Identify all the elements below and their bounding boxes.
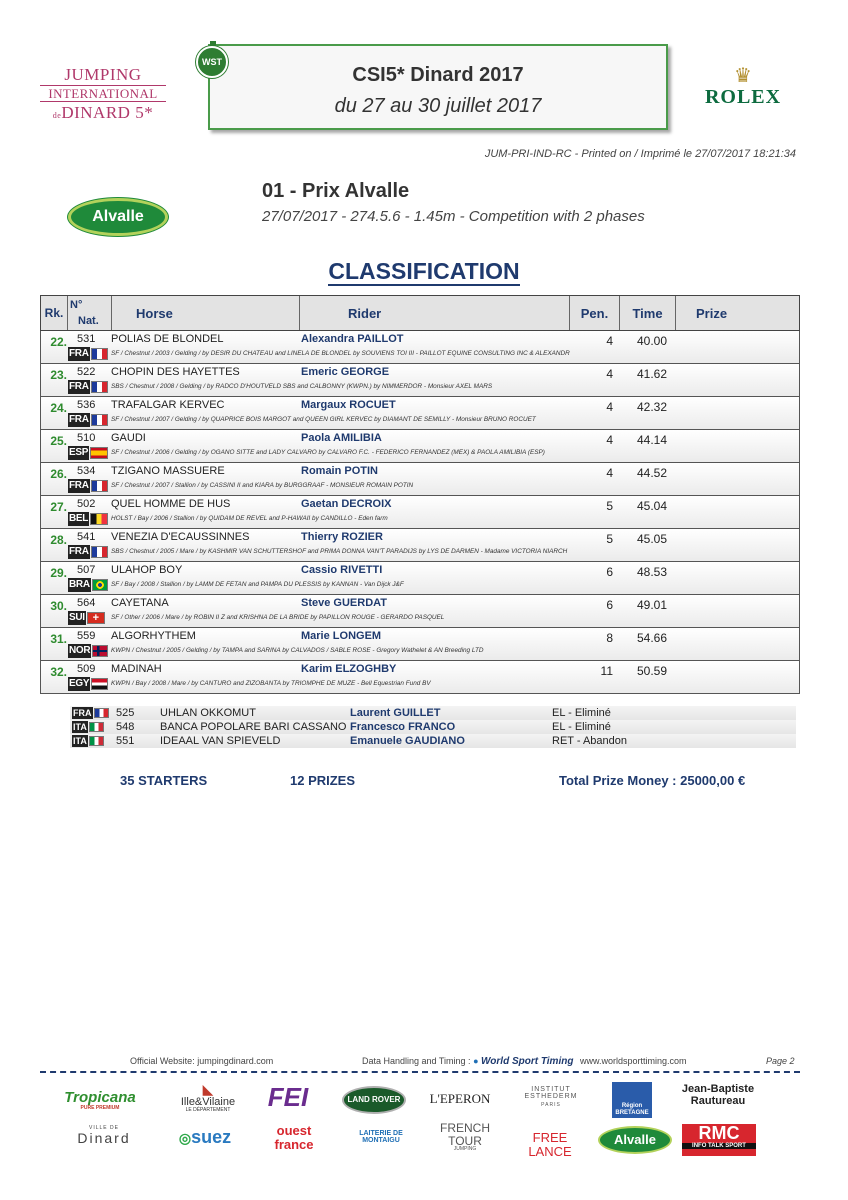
sponsor-fei	[254, 1084, 322, 1111]
logo-line-3	[40, 104, 166, 121]
rider-name: Cassio RIVETTI	[301, 564, 383, 576]
rmc-name: RMC	[698, 1123, 740, 1143]
horse-name: MADINAH	[111, 663, 162, 675]
suez-name: suez	[191, 1127, 232, 1147]
esthederm-sub: PARIS	[541, 1101, 561, 1108]
eliminated-row	[70, 734, 796, 748]
logo-line-3-prefix: de	[52, 111, 62, 120]
horse-details: SF / Chestnut / 2003 / Gelding / by DESIR DU CHATEAU and LINELA DE BLONDEL by SOUVIENS TOI III - PAILLOT EQUINE CONSULTING INC & ALEXANDR	[111, 350, 570, 357]
nation-code: FRA	[69, 414, 89, 425]
penalties: 6	[606, 565, 613, 579]
table-row	[40, 496, 800, 529]
event-dates: du 27 au 30 juillet 2017	[334, 95, 542, 117]
event-title-box	[208, 44, 668, 130]
start-number: 522	[77, 366, 96, 378]
rank: 28.	[50, 533, 67, 547]
timing-url: www.worldsporttiming.com	[579, 1056, 687, 1066]
rider-name: Steve GUERDAT	[301, 597, 387, 609]
table-row	[40, 562, 800, 595]
rank: 23.	[50, 368, 67, 382]
rmc-sub: INFO TALK SPORT	[682, 1143, 756, 1149]
table-row	[40, 463, 800, 496]
horse-name: ULAHOP BOY	[111, 564, 183, 576]
time: 50.59	[637, 664, 668, 678]
results-table-body	[40, 331, 800, 694]
horse-details: SF / Chestnut / 2006 / Gelding / by OGANO SITTE and LADY CALVARO by CALVARO F.C. - FEDERICO FERNANDEZ (MEX) & PAOLA AMILIBIA (ESP)	[111, 449, 545, 456]
rider-name: Gaetan DECROIX	[301, 498, 392, 510]
fei-name: FEI	[267, 1082, 309, 1112]
ille-vilaine-icon: ◣	[202, 1081, 214, 1097]
timing-label: Data Handling and Timing :	[362, 1056, 471, 1066]
alvalle-logo-text: Alvalle	[92, 208, 144, 225]
horse-name: GAUDI	[111, 432, 146, 444]
penalties: 4	[606, 466, 613, 480]
horse-details: SF / Other / 2006 / Mare / by ROBIN II Z and KRISHNA DE LA BRIDE by PAPILLON ROUGE - GERARDO PASQUEL	[111, 614, 445, 621]
sponsor-region-bretagne	[612, 1082, 652, 1118]
nation	[68, 380, 108, 394]
logo-line-3-suffix: 5*	[135, 103, 154, 122]
wst-badge-label: WST	[202, 57, 222, 67]
horse-name: CHOPIN DES HAYETTES	[111, 366, 240, 378]
italy-flag-icon	[89, 736, 104, 746]
spain-flag-icon	[90, 447, 108, 459]
rank: 24.	[50, 401, 67, 415]
logo-line-2	[40, 85, 166, 102]
esthederm-name: INSTITUT ESTHEDERM	[524, 1086, 578, 1101]
sponsor-tropicana	[62, 1090, 138, 1111]
nation	[72, 707, 109, 719]
header-rider: Rider	[299, 296, 569, 330]
sponsor-suez	[168, 1128, 242, 1147]
rank: 32.	[50, 665, 67, 679]
leperon-name: L'EPERON	[429, 1091, 491, 1106]
bretagne-name: Région BRETAGNE	[615, 1103, 649, 1116]
table-row	[40, 529, 800, 562]
nation	[72, 721, 104, 733]
page-number: Page 2	[766, 1056, 795, 1066]
horse-details: SF / Chestnut / 2007 / Gelding / by QUAPRICE BOIS MARGOT and QUEEN GIRL KERVEC by DIAMANT DE SEMILLY - Monsieur BRUNO ROCUET	[111, 416, 536, 423]
table-row	[40, 661, 800, 694]
nation-code: EGY	[69, 678, 90, 689]
nation-code: FRA	[69, 546, 89, 557]
timing-credit	[362, 1056, 686, 1067]
sponsor-rautureau	[680, 1084, 756, 1107]
start-number: 502	[77, 498, 96, 510]
nation-code: ESP	[69, 447, 89, 458]
crown-icon: ♛	[734, 65, 752, 87]
sponsor-rmc	[682, 1124, 756, 1156]
nation-code: FRA	[69, 381, 89, 392]
nation-code: ITA	[73, 736, 87, 746]
belgium-flag-icon	[90, 513, 108, 525]
rider-name: Margaux ROCUET	[301, 399, 396, 411]
ouest-france-name: ouest france	[274, 1123, 314, 1152]
print-stamp: JUM-PRI-IND-RC - Printed on / Imprimé le 27/07/2017 18:21:34	[484, 148, 796, 160]
table-row	[40, 397, 800, 430]
horse-name: TRAFALGAR KERVEC	[111, 399, 225, 411]
nation	[68, 413, 108, 427]
horse-name: BANCA POPOLARE BARI CASSANO	[160, 721, 347, 733]
penalties: 8	[606, 631, 613, 645]
footer-divider	[40, 1071, 800, 1073]
start-number: 510	[77, 432, 96, 444]
table-row	[40, 595, 800, 628]
free-lance-name: FREE LANCE	[528, 1130, 572, 1159]
horse-name: VENEZIA D'ECAUSSINNES	[111, 531, 250, 543]
penalties: 4	[606, 433, 613, 447]
nation-code: FRA	[73, 708, 92, 718]
nation	[68, 545, 108, 559]
start-number: 551	[116, 735, 135, 747]
start-number: 541	[77, 531, 96, 543]
header-number: N°	[70, 298, 83, 311]
start-number: 509	[77, 663, 96, 675]
status: RET - Abandon	[552, 735, 628, 747]
jumping-dinard-logo	[40, 66, 166, 121]
header-time: Time	[619, 296, 675, 330]
rider-name: Marie LONGEM	[301, 630, 382, 642]
rider-name: Laurent GUILLET	[350, 707, 441, 719]
logo-line-1: JUMPING	[64, 65, 142, 84]
logo-line-2-text: INTERNATIONAL	[48, 86, 158, 101]
start-number: 525	[116, 707, 135, 719]
rider-name: Romain POTIN	[301, 465, 379, 477]
penalties: 5	[606, 499, 613, 513]
start-number: 548	[116, 721, 135, 733]
competition-title: 01 - Prix Alvalle	[262, 180, 410, 202]
competition-subtitle: 27/07/2017 - 274.5.6 - 1.45m - Competition with 2 phases	[262, 208, 645, 225]
table-row	[40, 628, 800, 661]
horse-name: IDEAAL VAN SPIEVELD	[160, 735, 281, 747]
starters-count: 35 STARTERS	[120, 773, 208, 788]
wst-globe-icon: ●	[473, 1056, 479, 1066]
header-prize: Prize	[675, 296, 799, 330]
start-number: 559	[77, 630, 96, 642]
ille-vilaine-sub: LE DÉPARTEMENT	[185, 1107, 231, 1114]
wst-stopwatch-badge	[196, 46, 228, 78]
status: EL - Eliminé	[552, 707, 611, 719]
sponsor-leperon	[426, 1092, 494, 1106]
time: 44.52	[637, 466, 668, 480]
sponsor-free-lance	[510, 1131, 590, 1158]
france-flag-icon	[94, 708, 109, 718]
nation-code: BRA	[69, 579, 90, 590]
time: 48.53	[637, 565, 668, 579]
rautureau-name: Jean-Baptiste Rautureau	[681, 1083, 755, 1107]
penalties: 5	[606, 532, 613, 546]
rider-name: Emanuele GAUDIANO	[350, 735, 465, 747]
start-number: 534	[77, 465, 96, 477]
sponsor-ille-vilaine	[172, 1082, 244, 1113]
classification-heading	[0, 258, 848, 285]
horse-details: HOLST / Bay / 2006 / Stallion / by QUIDAM DE REVEL and P-HAWAII by CANDILLO - Eden farm	[111, 515, 388, 522]
eliminated-list	[70, 706, 796, 748]
rolex-logo	[698, 66, 788, 109]
nation	[68, 611, 108, 625]
table-row	[40, 364, 800, 397]
event-title: CSI5* Dinard 2017	[352, 64, 524, 86]
time: 54.66	[637, 631, 668, 645]
rider-name: Francesco FRANCO	[350, 721, 456, 733]
horse-details: SF / Bay / 2008 / Stallion / by LAMM DE FETAN and PAMPA DU PLESSIS by KANNAN - Van Dijck J&F	[111, 581, 404, 588]
rank: 29.	[50, 566, 67, 580]
table-row	[40, 430, 800, 463]
sponsor-land-rover	[342, 1086, 406, 1114]
nation-code: FRA	[69, 480, 89, 491]
rider-name: Thierry ROZIER	[301, 531, 383, 543]
start-number: 507	[77, 564, 96, 576]
header-penalties: Pen.	[569, 296, 619, 330]
rider-name: Paola AMILIBIA	[301, 432, 382, 444]
nation-code: BEL	[69, 513, 89, 524]
nation	[68, 644, 108, 658]
eliminated-row	[70, 706, 796, 720]
total-prize-money: Total Prize Money : 25000,00 €	[559, 773, 746, 788]
ille-vilaine-name: Ille&Vilaine	[180, 1095, 236, 1108]
nation	[68, 446, 108, 460]
nation-code: NOR	[69, 645, 91, 656]
classification-heading-text: CLASSIFICATION	[328, 258, 520, 284]
horse-name: ALGORHYTHEM	[111, 630, 196, 642]
rider-name: Karim ELZOGHBY	[301, 663, 397, 675]
penalties: 4	[606, 334, 613, 348]
sponsor-french-tour	[428, 1122, 502, 1152]
italy-flag-icon	[89, 722, 104, 732]
sponsor-laiterie-montaigu	[344, 1130, 418, 1145]
nation-code: SUI	[69, 612, 85, 623]
rank: 26.	[50, 467, 67, 481]
timing-brand: World Sport Timing	[481, 1056, 574, 1067]
time: 45.05	[637, 532, 668, 546]
rank: 30.	[50, 599, 67, 613]
nation-code: FRA	[69, 348, 89, 359]
results-table-header	[40, 295, 800, 331]
sponsor-alvalle	[598, 1126, 672, 1154]
dinard-name: Dinard	[77, 1130, 131, 1147]
horse-name: POLIAS DE BLONDEL	[111, 333, 224, 345]
horse-name: TZIGANO MASSUERE	[111, 465, 225, 477]
nation	[68, 347, 108, 361]
time: 42.32	[637, 400, 668, 414]
france-flag-icon	[91, 480, 108, 492]
horse-name: CAYETANA	[111, 597, 169, 609]
france-flag-icon	[91, 348, 108, 360]
alvalle-sponsor-name: Alvalle	[614, 1132, 656, 1148]
logo-line-3-text: DINARD	[61, 103, 131, 122]
penalties: 11	[600, 664, 613, 678]
nation	[68, 677, 108, 691]
france-flag-icon	[91, 414, 108, 426]
penalties: 6	[606, 598, 613, 612]
start-number: 564	[77, 597, 96, 609]
land-rover-name: LAND ROVER	[347, 1094, 401, 1104]
horse-details: SF / Chestnut / 2007 / Stallion / by CASSINI II and KIARA by BURGGRAAF - MONSIEUR ROMAIN POTIN	[111, 482, 414, 489]
eliminated-row	[70, 720, 796, 734]
rider-name: Alexandra PAILLOT	[301, 333, 404, 345]
tropicana-sub: PURE PREMIUM	[80, 1104, 120, 1111]
time: 41.62	[637, 367, 668, 381]
sponsor-ouest-france	[258, 1124, 330, 1151]
time: 40.00	[637, 334, 668, 348]
alvalle-sponsor-logo	[68, 198, 168, 236]
start-number: 531	[77, 333, 96, 345]
prizes-count: 12 PRIZES	[290, 773, 356, 788]
sponsor-esthederm	[514, 1086, 588, 1108]
tropicana-name: Tropicana	[64, 1089, 136, 1106]
penalties: 4	[606, 400, 613, 414]
official-website: Official Website: jumpingdinard.com	[130, 1056, 274, 1066]
french-tour-sub: JUMPING	[453, 1146, 477, 1153]
france-flag-icon	[91, 381, 108, 393]
nation-code: ITA	[73, 722, 87, 732]
time: 49.01	[637, 598, 668, 612]
horse-name: UHLAN OKKOMUT	[160, 707, 256, 719]
status: EL - Eliminé	[552, 721, 611, 733]
header-nation: Nat.	[78, 315, 99, 327]
french-tour-name: FRENCH TOUR	[440, 1121, 490, 1148]
dinard-sub: VILLE DE	[89, 1125, 119, 1131]
horse-details: SBS / Chestnut / 2008 / Gelding / by RADCO D'HOUTVELD SBS and CALBONNY (KWPN.) by NIMMERDOR - Monsieur AXEL MARS	[111, 383, 493, 390]
laiterie-name: LAITERIE DE MONTAIGU	[359, 1130, 403, 1145]
start-number: 536	[77, 399, 96, 411]
nation	[68, 578, 108, 592]
brazil-flag-icon	[92, 579, 108, 591]
nation	[68, 512, 108, 526]
rider-name: Emeric GEORGE	[301, 366, 390, 378]
rank: 25.	[50, 434, 67, 448]
horse-name: QUEL HOMME DE HUS	[111, 498, 231, 510]
norway-flag-icon	[92, 645, 108, 657]
horse-details: KWPN / Bay / 2008 / Mare / by CANTURO and ZIZOBANTA by TRIOMPHE DE MUZE - Bell Equestrian Fund BV	[111, 680, 431, 687]
nation	[68, 479, 108, 493]
rank: 27.	[50, 500, 67, 514]
header-horse: Horse	[111, 296, 299, 330]
france-flag-icon	[91, 546, 108, 558]
suez-swirl-icon: ◎	[178, 1130, 192, 1146]
sponsor-dinard	[64, 1126, 144, 1146]
egypt-flag-icon	[91, 678, 108, 690]
table-row	[40, 331, 800, 364]
penalties: 4	[606, 367, 613, 381]
horse-details: SBS / Chestnut / 2005 / Mare / by KASHMIR VAN SCHUTTERSHOF and PRIMA DONNA VAN'T PARADIJS by LYS DE DARMEN - Madame VICTORIA NIARCH	[111, 548, 568, 555]
time: 45.04	[637, 499, 668, 513]
time: 44.14	[637, 433, 668, 447]
header-rank: Rk.	[44, 306, 64, 320]
nation	[72, 735, 104, 747]
header-number-nation	[67, 296, 111, 330]
switzerland-flag-icon: +	[87, 612, 105, 624]
rolex-wordmark: ROLEX	[704, 86, 782, 108]
horse-details: KWPN / Chestnut / 2005 / Gelding / by TAMPA and SARINA by CALVADOS / SABLE ROSE - Gregory Wathelet & AN Breeding LTD	[111, 647, 484, 654]
rank: 31.	[50, 632, 67, 646]
rank: 22.	[50, 335, 67, 349]
